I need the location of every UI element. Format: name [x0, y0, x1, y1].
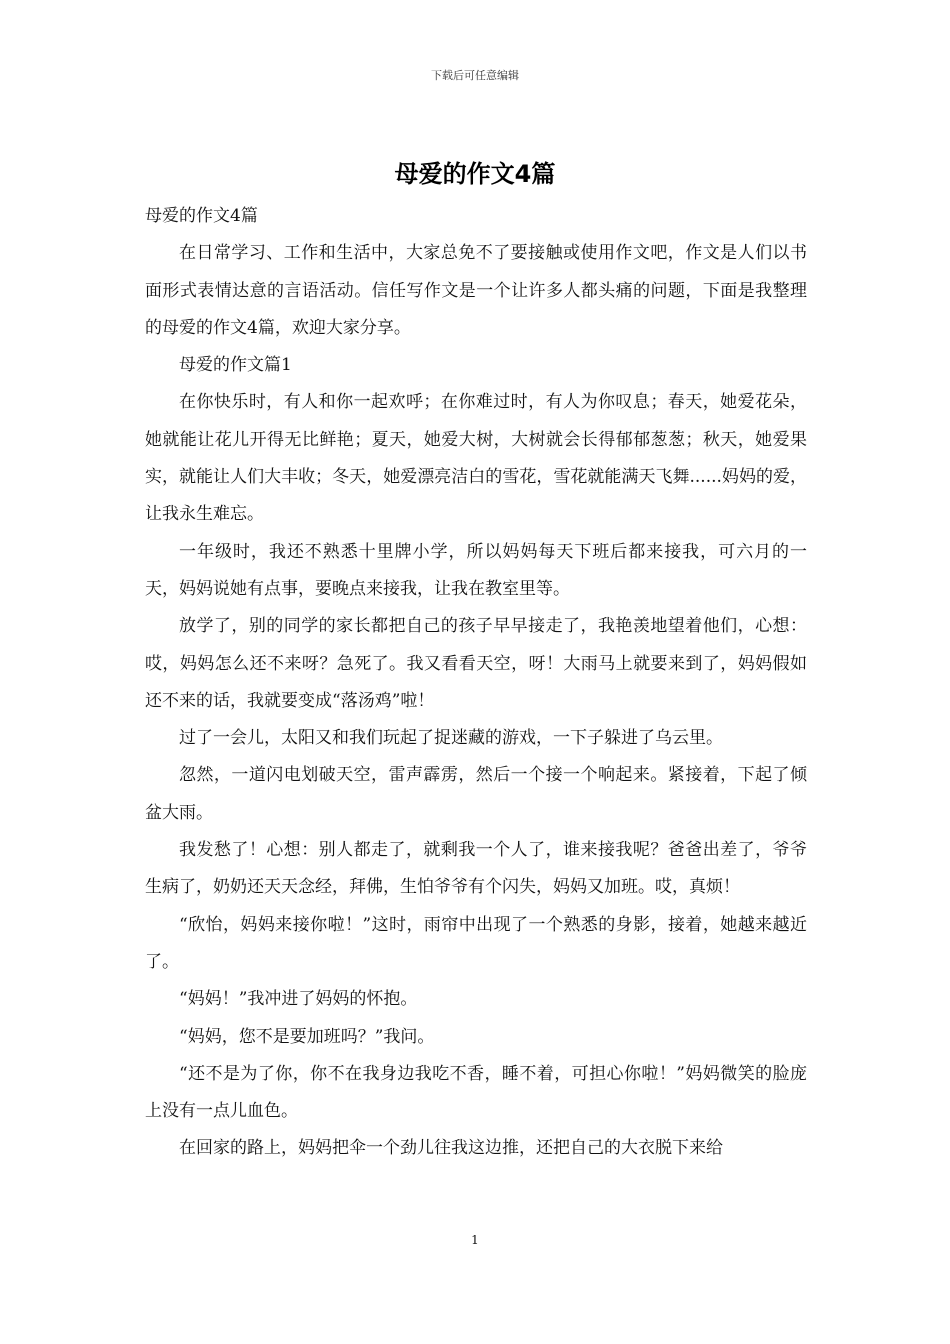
section-heading: 母爱的作文篇1	[179, 355, 292, 376]
paragraph: 忽然，一道闪电划破天空，雷声霹雳，然后一个接一个响起来。紧接着，下起了倾盆大雨。	[145, 765, 807, 823]
page-number: 1	[471, 1233, 479, 1247]
paragraph: 过了一会儿，太阳又和我们玩起了捉迷藏的游戏，一下子躲进了乌云里。	[179, 728, 723, 749]
paragraph: “妈妈！”我冲进了妈妈的怀抱。	[179, 989, 418, 1010]
intro-paragraph: 在日常学习、工作和生活中，大家总免不了要接触或使用作文吧，作文是人们以书面形式表情达意的言语活动。信任写作文是一个让许多人都头痛的问题，下面是我整理的母爱的作文4篇，欢迎大家分享。	[145, 243, 807, 338]
paragraph: 在回家的路上，妈妈把伞一个劲儿往我这边推，还把自己的大衣脱下来给	[179, 1138, 723, 1159]
paragraph: “妈妈，您不是要加班吗？”我问。	[179, 1026, 435, 1047]
header-note: 下载后可任意编辑	[431, 69, 519, 82]
paragraph: 一年级时，我还不熟悉十里牌小学，所以妈妈每天下班后都来接我，可六月的一天，妈妈说她有点事，要晚点来接我，让我在教室里等。	[145, 541, 807, 599]
paragraph: “还不是为了你，你不在我身边我吃不香，睡不着，可担心你啦！”妈妈微笑的脸庞上没有一点儿血色。	[145, 1063, 807, 1122]
paragraph: 放学了，别的同学的家长都把自己的孩子早早接走了，我艳羡地望着他们，心想：哎，妈妈怎么还不来呀？急死了。我又看看天空，呀！大雨马上就要来到了，妈妈假如还不来的话，我就要变成“落汤鸡”啦！	[145, 616, 807, 711]
document-title: 母爱的作文4篇	[394, 160, 556, 188]
subtitle-paragraph: 母爱的作文4篇	[145, 206, 258, 226]
document-body	[145, 198, 807, 1168]
paragraph: 在你快乐时，有人和你一起欢呼；在你难过时，有人为你叹息；春天，她爱花朵，她就能让花儿开得无比鲜艳；夏天，她爱大树，大树就会长得郁郁葱葱；秋天，她爱果实，就能让人们大丰收；冬天，她爱漂亮洁白的雪花，雪花就能满天飞舞......妈妈的爱，让我永生难忘。	[145, 392, 807, 525]
paragraph: 我发愁了！心想：别人都走了，就剩我一个人了，谁来接我呢？爸爸出差了，爷爷生病了，奶奶还天天念经，拜佛，生怕爷爷有个闪失，妈妈又加班。哎，真烦！	[145, 840, 807, 898]
paragraph: “欣怡，妈妈来接你啦！”这时，雨帘中出现了一个熟悉的身影，接着，她越来越近了。	[145, 914, 807, 972]
